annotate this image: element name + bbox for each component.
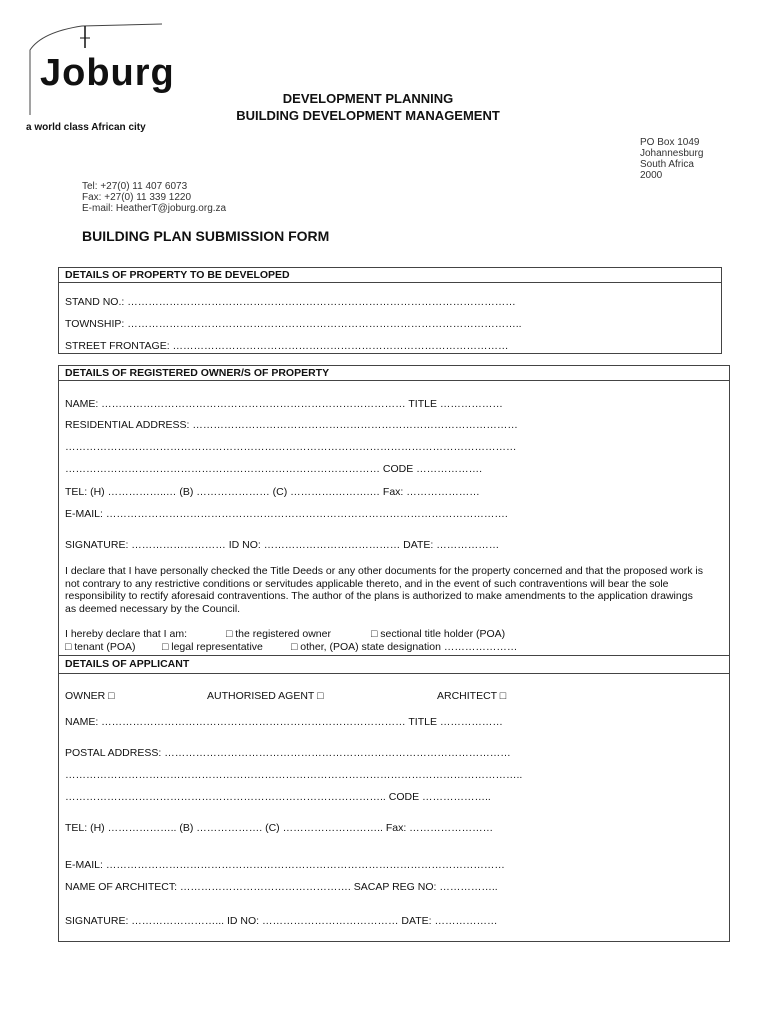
owner-address-line2[interactable]: …………………………………………………………………………………………………………………	[65, 441, 517, 453]
property-heading: DETAILS OF PROPERTY TO BE DEVELOPED	[65, 269, 290, 281]
stand-no-field[interactable]: STAND NO.: …………………………………………………………………………………………………	[65, 296, 516, 308]
township-field[interactable]: TOWNSHIP: …………………………………………………………………………………………………..	[65, 318, 522, 330]
divider	[58, 282, 721, 283]
owner-address-line3[interactable]: ……………………………………………………………………………… CODE ……………….	[65, 463, 483, 475]
logo-wordmark: Joburg	[40, 52, 175, 94]
declare-prefix: I hereby declare that I am:	[65, 628, 187, 640]
address-line: PO Box 1049	[640, 137, 700, 148]
applicant-agent-option[interactable]: AUTHORISED AGENT □	[207, 690, 324, 702]
address-line: South Africa	[640, 159, 694, 170]
owner-residential-address-field[interactable]: RESIDENTIAL ADDRESS: …………………………………………………………………………………	[65, 419, 518, 431]
applicant-signature-field[interactable]: SIGNATURE: ……………………... ID NO: ………………………………… DATE: ………………	[65, 915, 498, 927]
owner-name-field[interactable]: NAME: …………………………………………………………………………… TITLE ………………	[65, 398, 503, 410]
option-sectional-title[interactable]: □ sectional title holder (POA)	[371, 628, 506, 640]
applicant-postal-address-field[interactable]: POSTAL ADDRESS: ………………………………………………………………………………………	[65, 747, 511, 759]
form-title: BUILDING PLAN SUBMISSION FORM	[82, 228, 330, 244]
contact-email: E-mail: HeatherT@joburg.org.za	[82, 203, 227, 214]
applicant-owner-option[interactable]: OWNER □	[65, 690, 115, 702]
option-tenant[interactable]: □ tenant (POA)	[65, 641, 136, 653]
applicant-tel-field[interactable]: TEL: (H) ……………….. (B) ………………. (C) ……………………….. Fax: ……………………	[65, 822, 494, 834]
divider	[58, 380, 729, 381]
owner-signature-field[interactable]: SIGNATURE: ……………………… ID NO: ………………………………… DATE: ………………	[65, 539, 500, 551]
applicant-address-line3[interactable]: ……………………………………………………………………………….. CODE ………………..	[65, 791, 491, 803]
owner-email-field[interactable]: E-MAIL: …………………………………………………………………………………………………….	[65, 508, 508, 520]
option-legal-rep[interactable]: □ legal representative	[162, 641, 263, 653]
address-line: Johannesburg	[640, 148, 704, 159]
owner-tel-field[interactable]: TEL: (H) ……………..… (B) ………………… (C) ………….……….… Fax: …………………	[65, 486, 480, 498]
applicant-email-field[interactable]: E-MAIL: ……………………………………………………………………………………………………	[65, 859, 505, 871]
logo-tagline: a world class African city	[26, 122, 146, 133]
option-other[interactable]: □ other, (POA) state designation …………………	[291, 641, 518, 653]
architect-name-field[interactable]: NAME OF ARCHITECT: …………………………………………. SACAP REG NO: ……………..	[65, 881, 498, 893]
option-registered-owner[interactable]: □ the registered owner	[226, 628, 331, 640]
contact-fax: Fax: +27(0) 11 339 1220	[82, 192, 192, 203]
divider	[58, 655, 729, 656]
divider	[58, 673, 729, 674]
applicant-heading: DETAILS OF APPLICANT	[65, 658, 190, 670]
applicant-name-field[interactable]: NAME: …………………………………………………………………………… TITLE ………………	[65, 716, 503, 728]
owner-heading: DETAILS OF REGISTERED OWNER/S OF PROPERTY	[65, 367, 330, 379]
declaration-text: I declare that I have personally checked the Title Deeds or any other documents for the property concerned and that the proposed work is not contrary to any restrictive conditions or servitudes applicable thereto, and in the event of such contraventions will bear the sole responsibility to rectify aforesaid contraventions. The author of the plans is authorized to make amendments to the application drawings as deemed necessary by the Council.	[65, 565, 703, 615]
address-line: 2000	[640, 170, 663, 181]
header-title-2: BUILDING DEVELOPMENT MANAGEMENT	[236, 108, 500, 123]
applicant-architect-option[interactable]: ARCHITECT □	[437, 690, 507, 702]
street-frontage-field[interactable]: STREET FRONTAGE: ……………………………………………………………………………………	[65, 340, 509, 352]
contact-tel: Tel: +27(0) 11 407 6073	[82, 181, 188, 192]
header-title-1: DEVELOPMENT PLANNING	[282, 91, 454, 106]
applicant-address-line2[interactable]: …………………………………………………………………………………………………………………..	[65, 769, 523, 781]
